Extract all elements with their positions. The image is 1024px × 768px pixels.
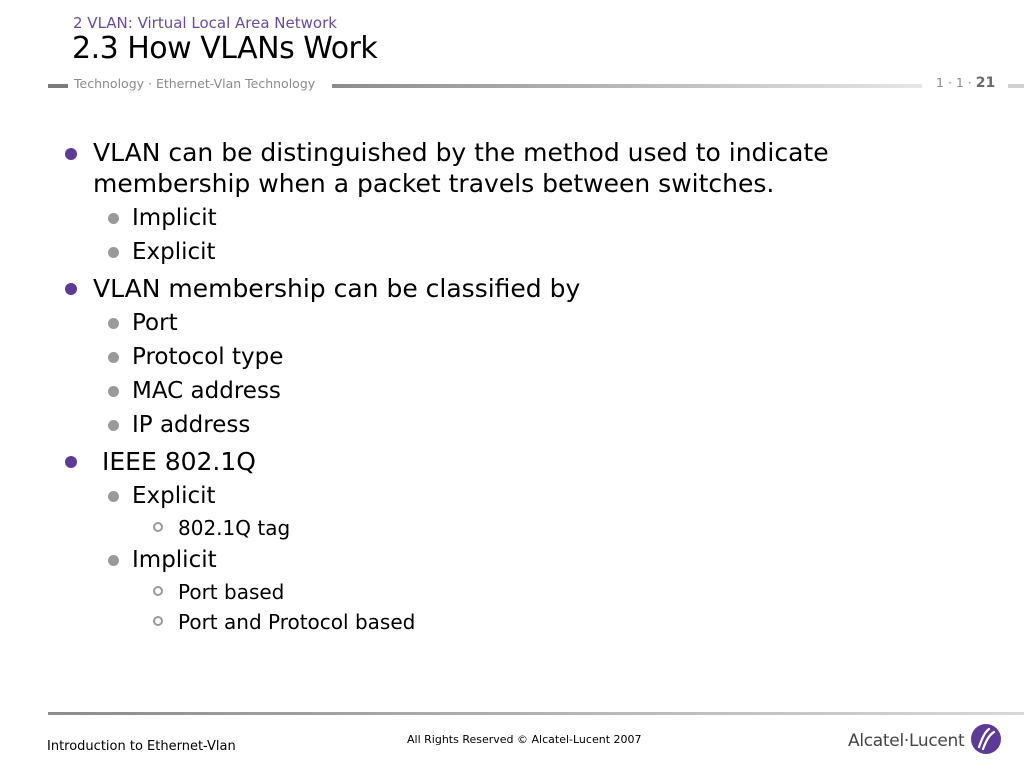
bullet-3-sub-2-sub-2: Port and Protocol based	[178, 610, 416, 634]
bullet-3-icon	[65, 456, 77, 468]
bullet-2-sub-3: MAC address	[132, 378, 281, 404]
bullet-2-sub-1: Port	[132, 310, 178, 336]
bullet-3-sub-1-icon	[108, 491, 119, 502]
page-indicator	[936, 75, 995, 91]
bullet-1-icon	[65, 148, 77, 160]
bullet-2-sub-3-icon	[108, 386, 119, 397]
footer-line	[48, 712, 1024, 715]
bullet-3-sub-1-sub-1-icon	[153, 522, 163, 532]
header-subtitle: Technology · Ethernet-Vlan Technology	[74, 76, 316, 91]
section-title: 2 VLAN: Virtual Local Area Network	[73, 14, 337, 32]
bullet-2-icon	[65, 283, 77, 295]
bullet-3: IEEE 802.1Q	[102, 447, 256, 476]
footer-copyright: All Rights Reserved © Alcatel-Lucent 2007	[407, 733, 642, 746]
bullet-3-sub-2-sub-2-icon	[153, 616, 163, 626]
bullet-2-sub-1-icon	[108, 318, 119, 329]
bullet-1-line-1: VLAN can be distinguished by the method used to indicate	[93, 138, 829, 167]
bullet-1-sub-2: Explicit	[132, 239, 216, 265]
brand-name: Alcatel·Lucent	[848, 731, 965, 751]
bullet-3-sub-2-sub-1: Port based	[178, 580, 285, 604]
header-bar-right-segment	[1008, 84, 1024, 88]
bullet-1-sub-1-icon	[108, 213, 119, 224]
bullet-2-sub-4-icon	[108, 420, 119, 431]
bullet-1-sub-2-icon	[108, 247, 119, 258]
bullet-1-sub-1: Implicit	[132, 205, 217, 231]
slide-title: 2.3 How VLANs Work	[72, 31, 378, 66]
header-bar	[48, 76, 1024, 94]
bullet-2: VLAN membership can be classified by	[93, 274, 581, 303]
bullet-3-sub-2-sub-1-icon	[153, 586, 163, 596]
header-bar-line	[332, 84, 922, 88]
bullet-3-sub-2-icon	[108, 555, 119, 566]
bullet-3-sub-2: Implicit	[132, 547, 217, 573]
bullet-2-sub-2-icon	[108, 352, 119, 363]
bullet-2-sub-4: IP address	[132, 412, 251, 438]
bullet-3-sub-1: Explicit	[132, 483, 216, 509]
brand	[848, 724, 1002, 758]
footer-course: Introduction to Ethernet-Vlan	[47, 739, 236, 754]
page-number: 21	[975, 75, 996, 91]
bullet-3-sub-1-sub-1: 802.1Q tag	[178, 516, 291, 540]
bullet-2-sub-2: Protocol type	[132, 344, 284, 370]
bullet-1-line-2: membership when a packet travels between switches.	[93, 169, 775, 198]
page-prefix: 1 · 1 ·	[936, 75, 972, 90]
header-bar-left-segment	[48, 84, 68, 88]
alcatel-lucent-logo-icon	[970, 723, 1002, 759]
